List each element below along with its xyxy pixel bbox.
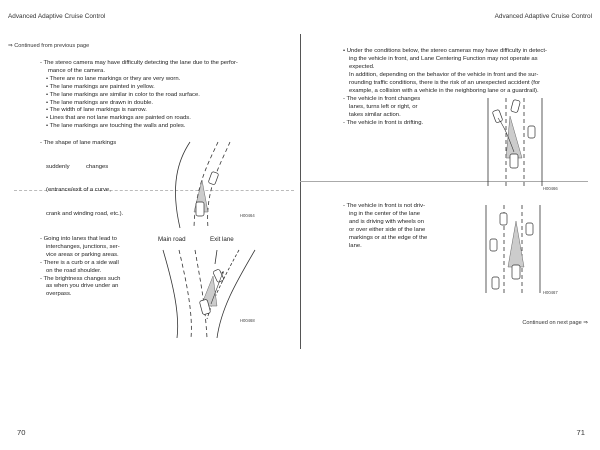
left-intro-block (40, 60, 298, 131)
figure-code: H00464 (240, 213, 255, 218)
shape-line: suddenly changes (46, 163, 109, 170)
list-item: • The lane markings are touching the walls and poles. (46, 123, 186, 130)
condition-line: vice areas or parking areas. (46, 251, 119, 258)
bullet-line: • Under the conditions below, the stereo cameras may have difficulty in detect- (343, 48, 547, 54)
vehicle-line: - The vehicle in front changes (343, 96, 421, 102)
continued-from-previous: ⇒ Continued from previous page (8, 43, 90, 49)
intro-line: - The stereo camera may have difficulty detecting the lane due to the perfor- (40, 60, 238, 66)
page-number-right: 71 (576, 428, 585, 437)
figure-code: H00468 (240, 318, 255, 323)
offcenter-line: - The vehicle in front is not driv- (343, 203, 426, 209)
vehicle-line: - The vehicle in front is drifting. (343, 119, 424, 126)
list-item: • There are no lane markings or they are very worn. (46, 75, 181, 82)
condition-line: - There is a curb or a side wall (40, 259, 119, 266)
condition-line: as when you drive under an (46, 283, 119, 290)
offcenter-line: and is driving with wheels on (349, 218, 424, 225)
list-item: • The width of lane markings is narrow. (46, 107, 147, 114)
list-item: • The lane markings are drawn in double. (46, 99, 154, 106)
list-item: • The lane markings are similar in color to the road surface. (46, 91, 200, 98)
figure-code: H00467 (543, 290, 558, 295)
header-title-right: Advanced Adaptive Cruise Control (494, 13, 592, 20)
offcenter-line: lane. (349, 242, 362, 249)
car-icon (512, 265, 520, 279)
condition-line: - The brightness changes such (40, 275, 121, 282)
column-divider (300, 34, 301, 349)
bullet-line: example, a collision with a vehicle in the neighboring lane or a guardrail). (349, 87, 539, 94)
lane-change-figure (478, 96, 558, 188)
offcenter-line: ing in the center of the lane (349, 210, 421, 217)
page-number-left: 70 (17, 428, 26, 437)
right-intro-block (343, 48, 591, 95)
shape-line: crank and winding road, etc.). (46, 210, 124, 217)
main-road-label: Main road (158, 236, 186, 243)
exit-lane-figure (155, 244, 265, 339)
list-item: • Lines that are not lane markings are painted on roads. (46, 115, 191, 122)
bullet-list (40, 76, 298, 131)
vehicle-action-block (343, 96, 455, 128)
condition-line: on the road shoulder. (46, 267, 102, 274)
shape-line: - The shape of lane markings (40, 139, 117, 146)
car-icon (196, 202, 204, 216)
exit-lane-label: Exit lane (210, 236, 234, 243)
condition-line: interchanges, junctions, ser- (46, 243, 120, 250)
condition-line: overpass. (46, 291, 72, 298)
header-title-left: Advanced Adaptive Cruise Control (8, 13, 106, 20)
vehicle-line: lanes, turns left or right, or (349, 103, 418, 110)
conditions-block (40, 236, 148, 299)
offcenter-line: markings or at the edge of the (349, 234, 428, 241)
offcenter-line: or over either side of the lane (349, 226, 426, 233)
shape-change-block (40, 124, 150, 227)
figure-code: H00466 (543, 186, 558, 191)
bullet-line: expected. (349, 63, 375, 70)
off-center-figure (478, 203, 558, 295)
shape-line: (entrance/exit of a curve, (46, 187, 111, 194)
list-item: • The lane markings are painted in yellow. (46, 83, 155, 90)
bullet-line: rounding traffic conditions, there is the risk of an unexpected accident (for (349, 79, 541, 86)
off-center-block (343, 203, 455, 250)
car-icon (510, 154, 518, 168)
continued-on-next: Continued on next page ⇒ (522, 320, 588, 326)
bullet-line: ing the vehicle in front, and Lane Centering Function may not operate as (349, 55, 538, 62)
vehicle-line: takes similar action. (349, 111, 401, 118)
bullet-line: In addition, depending on the behavior of the vehicle in front and the sur- (349, 71, 539, 78)
condition-line: - Going into lanes that lead to (40, 236, 117, 242)
intro-line: mance of the camera. (48, 67, 105, 74)
